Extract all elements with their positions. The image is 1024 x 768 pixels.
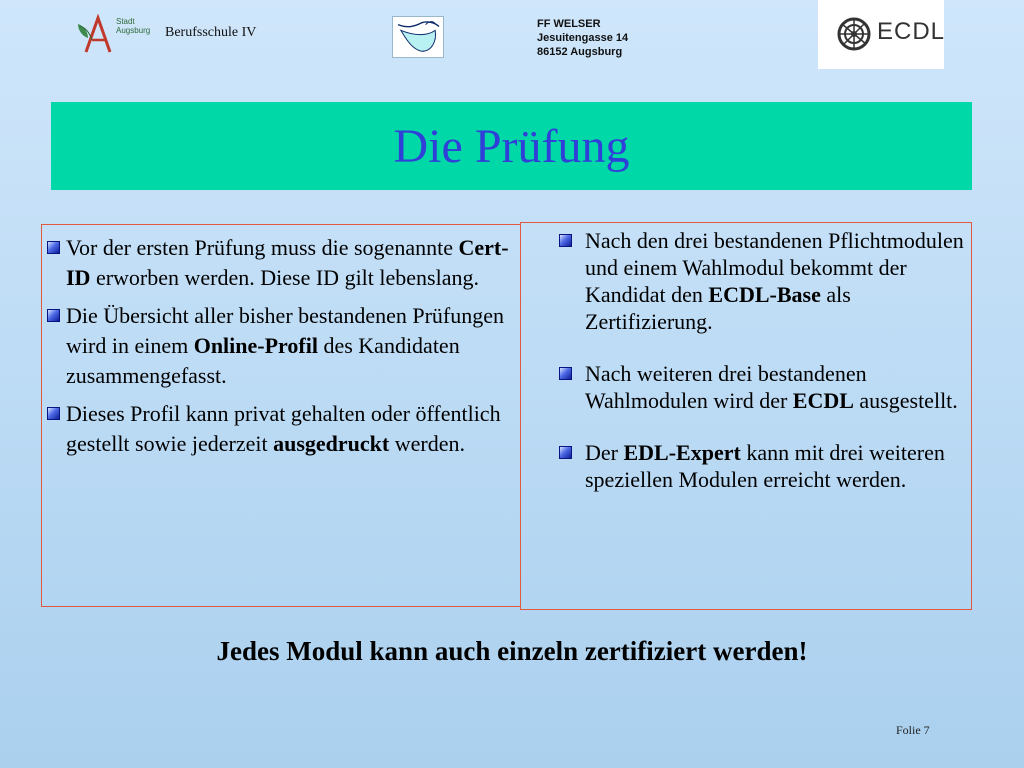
left-content-box xyxy=(41,224,521,607)
bullet-item: Dieses Profil kann privat gehalten oder öffentlich gestellt sowie jederzeit ausgedruckt werden. xyxy=(66,399,520,459)
bullet-square-icon xyxy=(559,446,572,459)
ecdl-globe-icon xyxy=(836,16,872,52)
bullet-item: Vor der ersten Prüfung muss die sogenannte Cert-ID erworben werden. Diese ID gilt lebenslang. xyxy=(66,233,520,293)
bullet-item: Die Übersicht aller bisher bestandenen Prüfungen wird in einem Online-Profil des Kandidaten zusammengefasst. xyxy=(66,301,520,391)
bullet-square-icon xyxy=(559,367,572,380)
bullet-item: Nach den drei bestandenen Pflichtmodulen und einem Wahlmodul bekommt der Kandidat den ECDL-Base als Zertifizierung. xyxy=(585,227,971,335)
address-block xyxy=(537,17,628,59)
right-content-box xyxy=(520,222,972,610)
bullet-square-icon xyxy=(47,309,60,322)
ecdl-logo xyxy=(818,0,944,69)
stadt-augsburg-label: Stadt Augsburg xyxy=(116,17,151,35)
ecdl-logo-text: ECDL xyxy=(877,18,946,45)
stadt-augsburg-logo-icon xyxy=(70,14,120,54)
address-line: 86152 Augsburg xyxy=(537,46,623,58)
bullet-square-icon xyxy=(559,234,572,247)
bird-logo-icon xyxy=(392,16,444,58)
address-line: Jesuitengasse 14 xyxy=(537,32,629,44)
bullet-square-icon xyxy=(47,407,60,420)
title-bar xyxy=(51,102,972,190)
footer-note: Jedes Modul kann auch einzeln zertifiziert werden! xyxy=(216,636,808,666)
address-line: FF WELSER xyxy=(537,18,601,30)
slide-number: Folie 7 xyxy=(896,723,930,737)
bullet-square-icon xyxy=(47,241,60,254)
bullet-item: Der EDL-Expert kann mit drei weiteren speziellen Modulen erreicht werden. xyxy=(585,439,971,493)
school-name: Berufsschule IV xyxy=(165,25,257,40)
slide-title: Die Prüfung xyxy=(393,119,630,173)
bullet-item: Nach weiteren drei bestandenen Wahlmodulen wird der ECDL ausgestellt. xyxy=(585,360,971,414)
